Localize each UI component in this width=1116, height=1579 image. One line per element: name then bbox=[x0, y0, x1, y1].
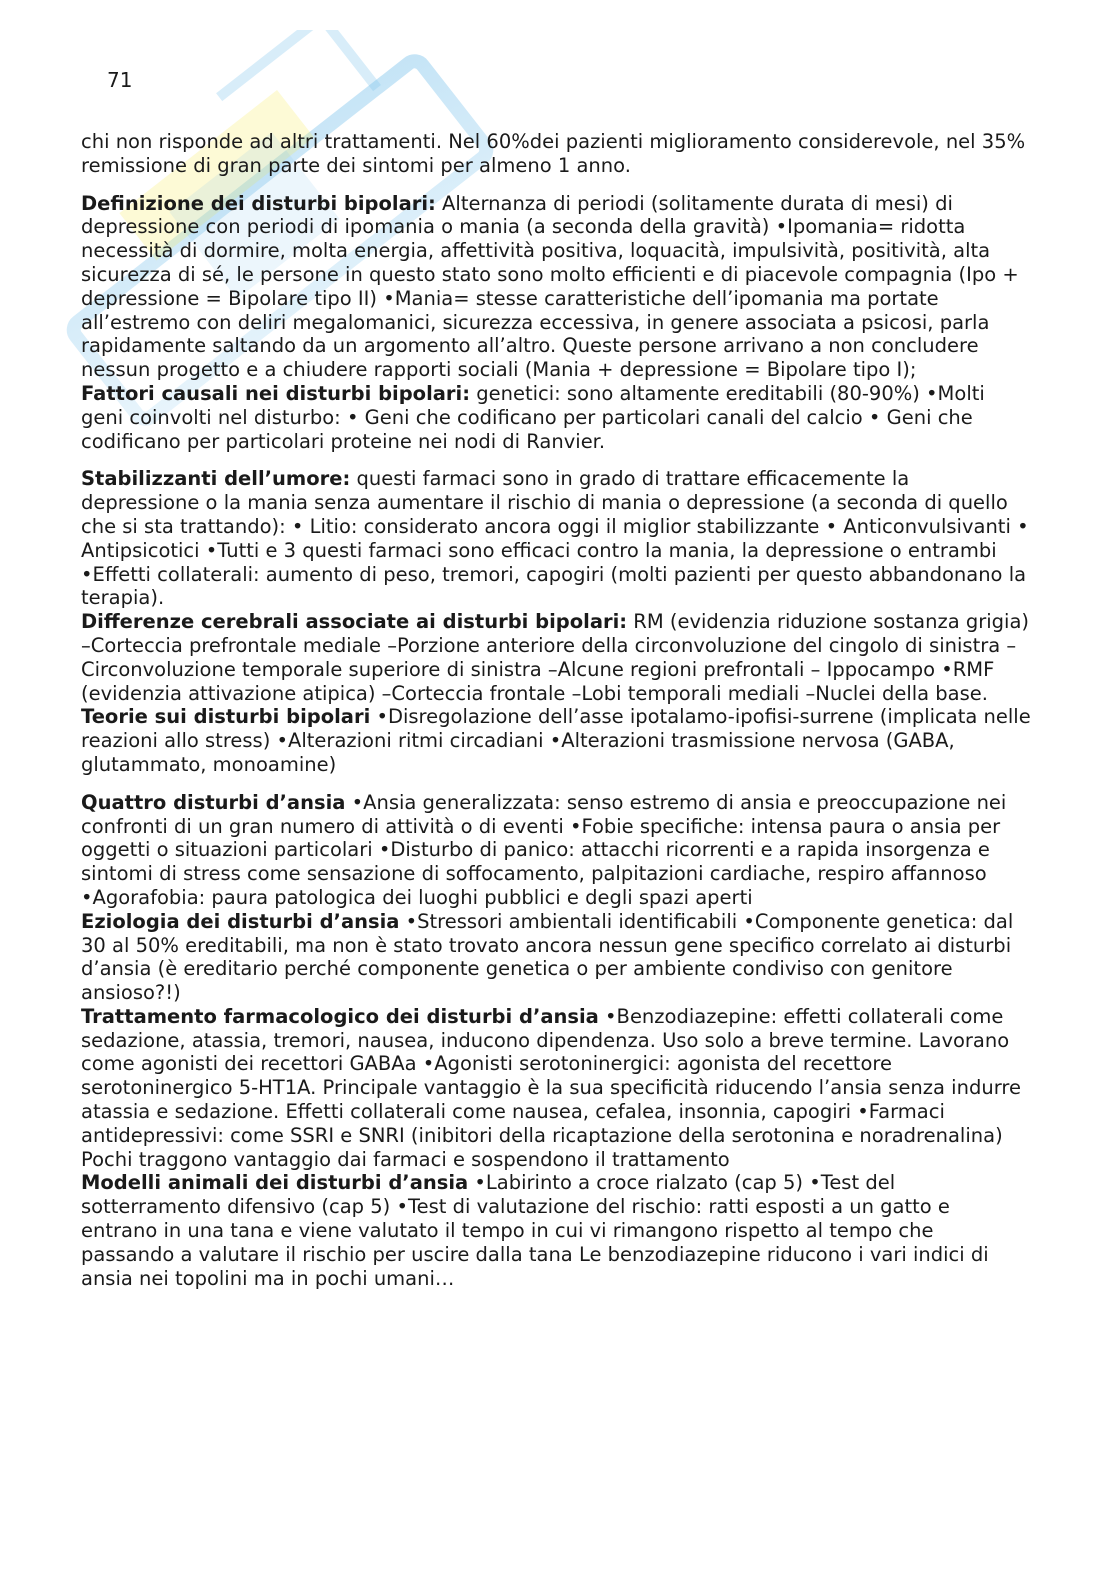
paragraph-text: •Stressori ambientali identificabili •Componente genetica: dal 30 al 50% ereditabili, ma non è stato trovato ancora nessun gene specifico correlato ai disturbi d’ansia (è ereditario perché componente genetica o per ambiente condiviso con genitore ansioso?!) bbox=[81, 909, 1014, 1005]
paragraph-bipolar-theories bbox=[81, 705, 1031, 776]
section-heading: Fattori causali nei disturbi bipolari: bbox=[81, 381, 471, 405]
paragraph-intro bbox=[81, 130, 1031, 178]
paragraph-bipolar-definition bbox=[81, 192, 1031, 382]
document-body bbox=[81, 130, 1031, 1290]
section-heading: Definizione dei disturbi bipolari: bbox=[81, 191, 436, 215]
section-heading: Stabilizzanti dell’umore: bbox=[81, 467, 351, 491]
paragraph-text: genetici: sono altamente ereditabili (80-90%) •Molti geni coinvolti nel disturbo: • Geni che codificano per particolari canali del calcio • Geni che codificano per particolari proteine nei nodi di Ranvier. bbox=[81, 381, 985, 453]
paragraph-anxiety-disorders bbox=[81, 791, 1031, 910]
paragraph-anxiety-treatment bbox=[81, 1005, 1031, 1172]
paragraph-anxiety-etiology bbox=[81, 910, 1031, 1005]
section-heading: Modelli animali dei disturbi d’ansia bbox=[81, 1171, 469, 1195]
paragraph-brain-differences bbox=[81, 610, 1031, 705]
paragraph-bipolar-causes bbox=[81, 382, 1031, 453]
page-number: 71 bbox=[107, 68, 133, 92]
paragraph-text: questi farmaci sono in grado di trattare efficacemente la depressione o la mania senza aumentare il rischio di mania o depressione (a seconda di quello che si sta trattando): • Litio: considerato ancora oggi il miglior stabilizzante • Anticonvulsivanti • Antipsicotici •Tutti e 3 questi farmaci sono efficaci contro la mania, la depressione o entrambi •Effetti collaterali: aumento di peso, tremori, capogiri (molti pazienti per questo abbandonano la terapia). bbox=[81, 467, 1029, 610]
paragraph-mood-stabilizers bbox=[81, 467, 1031, 610]
paragraph-text: RM (evidenzia riduzione sostanza grigia) –Corteccia prefrontale mediale –Porzione anteriore della circonvoluzione del cingolo di sinistra –Circonvoluzione temporale superiore di sinistra –Alcune regioni prefrontali – Ippocampo •RMF (evidenzia attivazione atipica) –Corteccia frontale –Lobi temporali mediali –Nuclei della base. bbox=[81, 610, 1030, 705]
section-heading: Differenze cerebrali associate ai disturbi bipolari: bbox=[81, 610, 628, 634]
section-heading: Quattro disturbi d’ansia bbox=[81, 790, 346, 814]
paragraph-text: •Labirinto a croce rialzato (cap 5) •Test del sotterramento difensivo (cap 5) •Test di valutazione del rischio: ratti esposti a un gatto e entrano in una tana e viene valutato il tempo in cui vi rimangono rispetto al tempo che passando a valutare il rischio per uscire dalla tana Le benzodiazepine riducono i vari indici di ansia nei topolini ma in pochi umani… bbox=[81, 1171, 989, 1290]
paragraph-text: •Disregolazione dell’asse ipotalamo-ipofisi-surrene (implicata nelle reazioni allo stress) •Alterazioni ritmi circadiani •Alterazioni trasmissione nervosa (GABA, glutammato, monoamine) bbox=[81, 705, 1031, 776]
section-heading: Teorie sui disturbi bipolari bbox=[81, 705, 371, 729]
paragraph-anxiety-animal-models bbox=[81, 1171, 1031, 1290]
section-heading: Trattamento farmacologico dei disturbi d’ansia bbox=[81, 1004, 599, 1028]
paragraph-text: chi non risponde ad altri trattamenti. Nel 60%dei pazienti miglioramento considerevole, nel 35% remissione di gran parte dei sintomi per almeno 1 anno. bbox=[81, 130, 1026, 177]
paragraph-text: •Benzodiazepine: effetti collaterali come sedazione, atassia, tremori, nausea, inducono dipendenza. Uso solo a breve termine. Lavorano come agonisti dei recettori GABAa •Agonisti serotoninergici: agonista del recettore serotoninergico 5-HT1A. Principale vantaggio è la sua specificità riducendo l’ansia senza indurre atassia e sedazione. Effetti collaterali come nausea, cefalea, insonnia, capogiri •Farmaci antidepressivi: come SSRI e SNRI (inibitori della ricaptazione della serotonina e noradrenalina) Pochi traggono vantaggio dai farmaci e sospendono il trattamento bbox=[81, 1004, 1021, 1171]
paragraph-text: •Ansia generalizzata: senso estremo di ansia e preoccupazione nei confronti di un gran numero di attività o di eventi •Fobie specifiche: intensa paura o ansia per oggetti o situazioni particolari •Disturbo di panico: attacchi ricorrenti e a rapida insorgenza e sintomi di stress come sensazione di soffocamento, palpitazioni cardiache, respiro affannoso •Agorafobia: paura patologica dei luoghi pubblici e degli spazi aperti bbox=[81, 790, 1007, 909]
section-heading: Eziologia dei disturbi d’ansia bbox=[81, 909, 400, 933]
paragraph-text: Alternanza di periodi (solitamente durata di mesi) di depressione con periodi di ipomania o mania (a seconda della gravità) •Ipomania= ridotta necessità di dormire, molta energia, affettività positiva, loquacità, impulsività, positività, alta sicurezza di sé, le persone in questo stato sono molto efficienti e di piacevole compagnia (Ipo + depressione = Bipolare tipo II) •Mania= stesse caratteristiche dell’ipomania ma portate all’estremo con deliri megalomanici, sicurezza eccessiva, in genere associata a psicosi, parla rapidamente saltando da un argomento all’altro. Queste persone arrivano a non concludere nessun progetto e a chiudere rapporti sociali (Mania + depressione = Bipolare tipo I); bbox=[81, 191, 1019, 382]
